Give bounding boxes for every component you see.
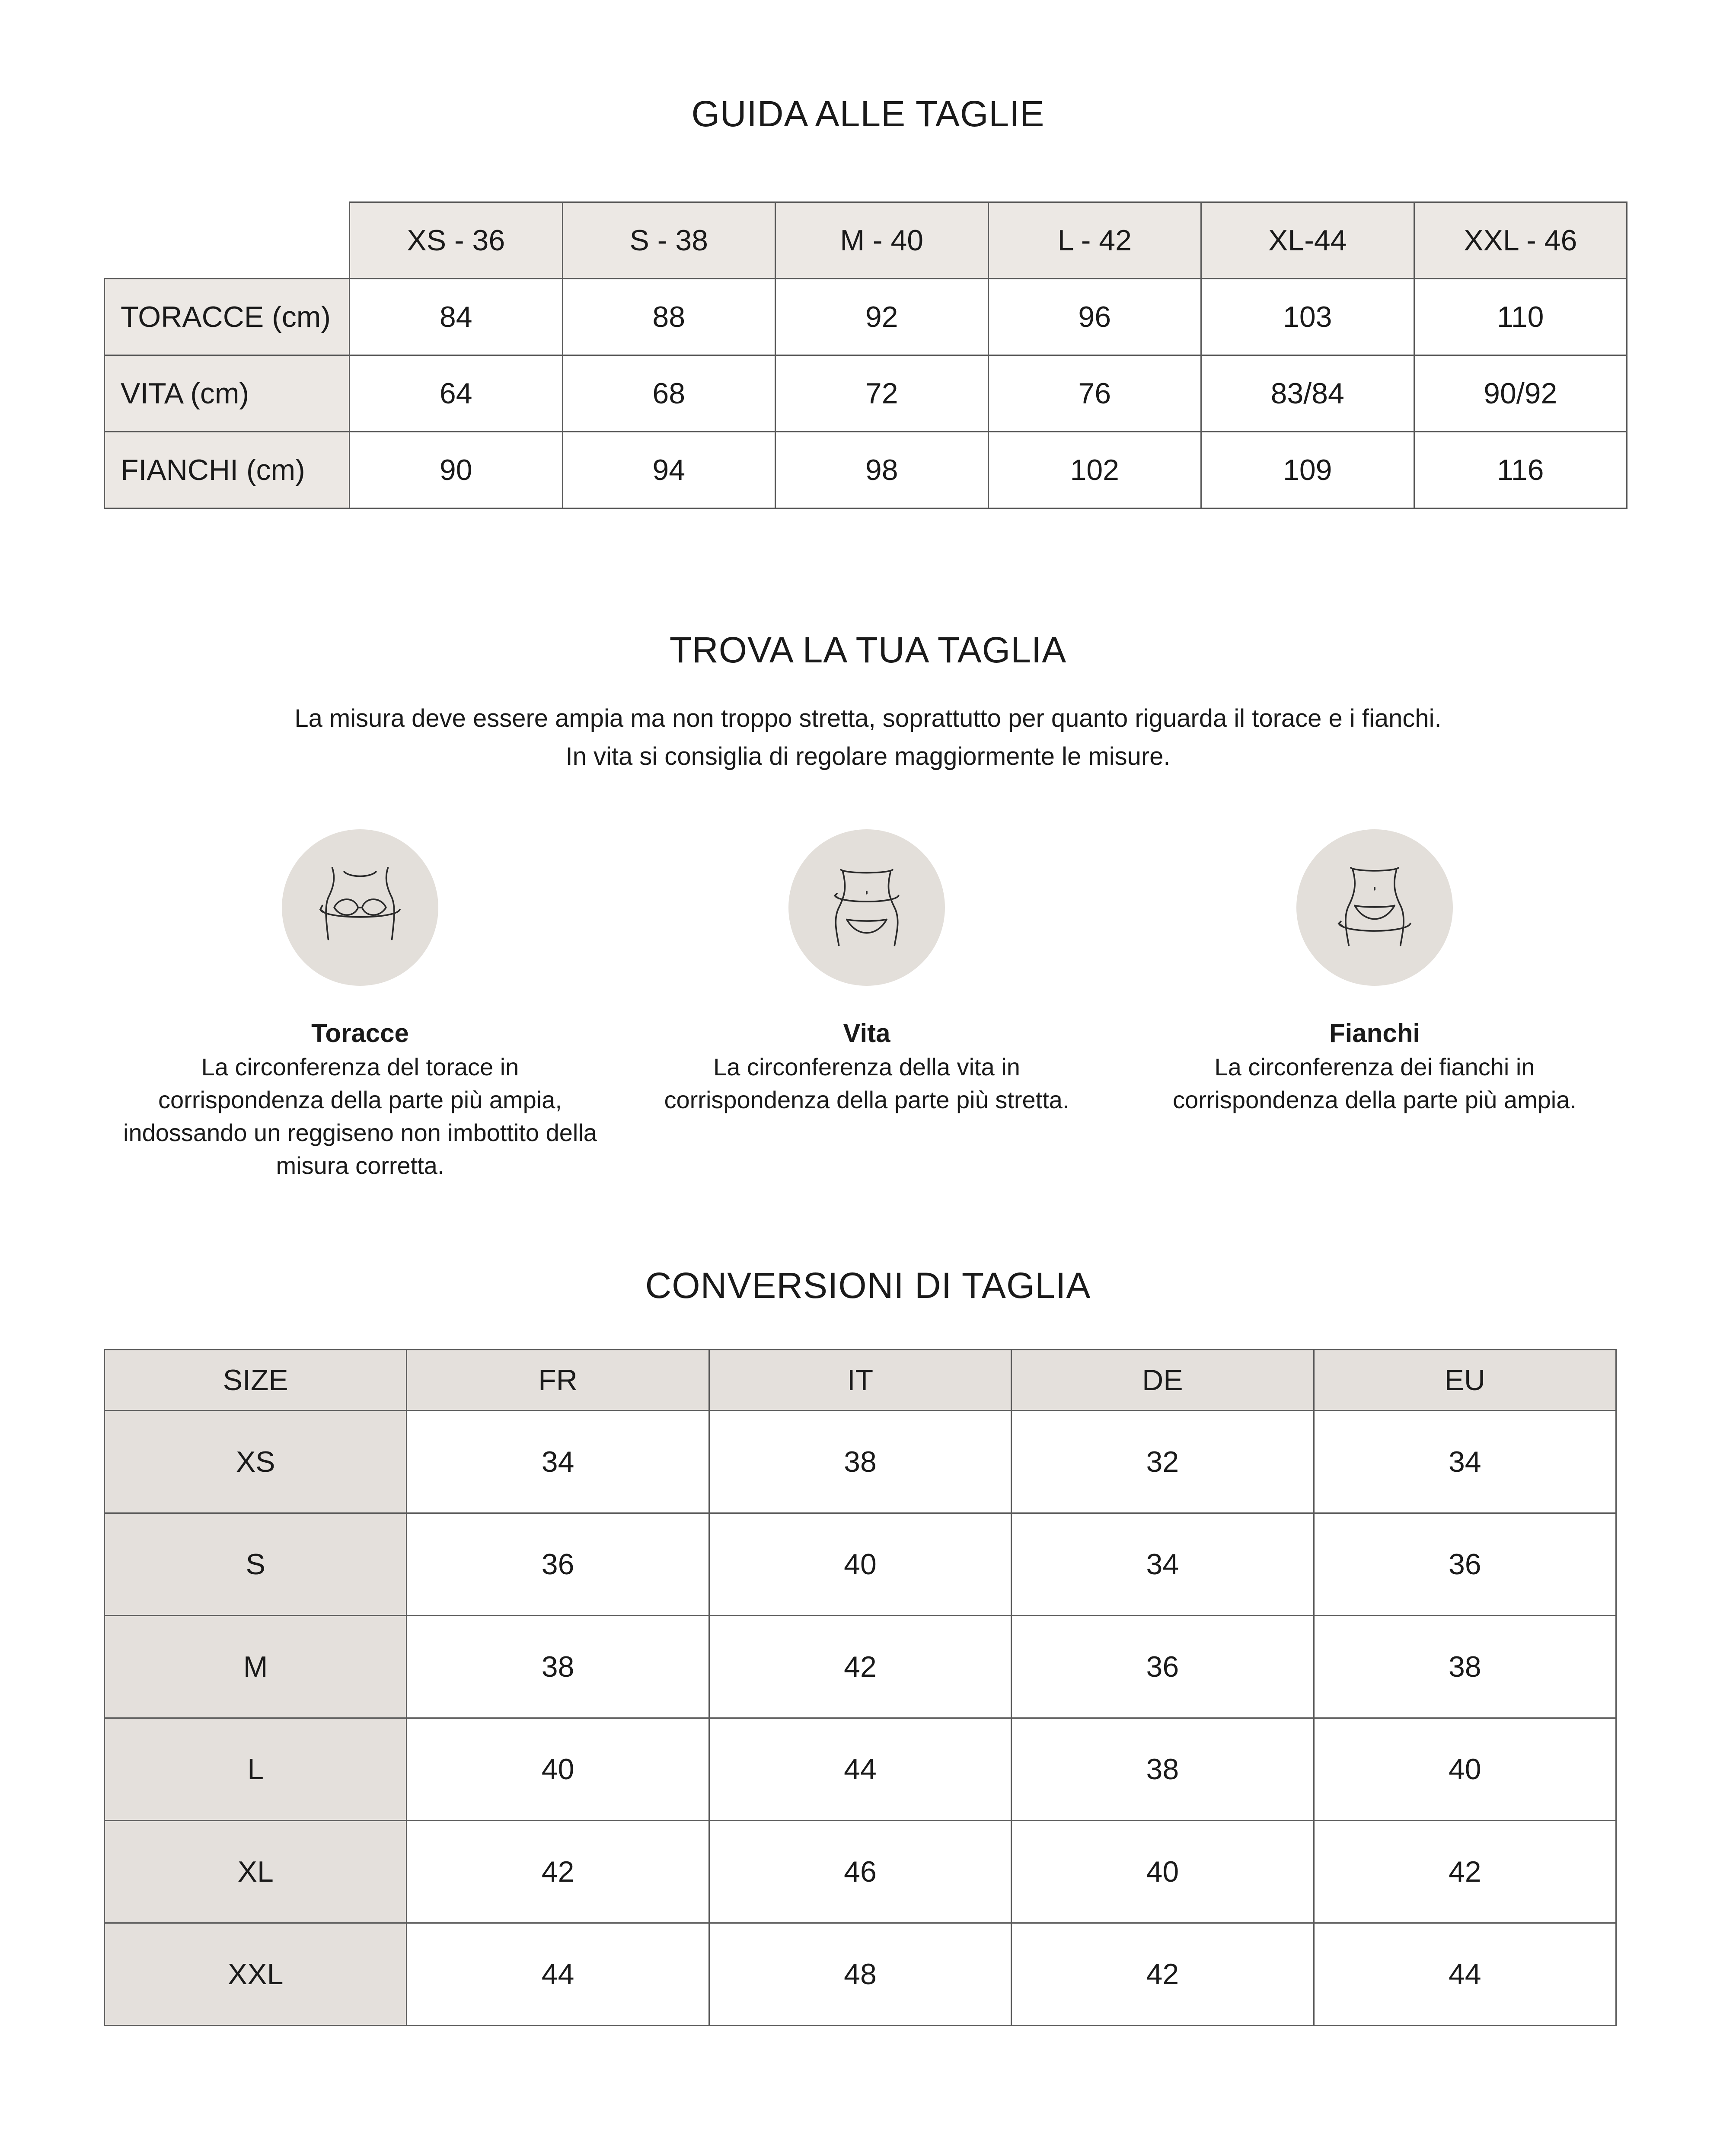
conversions-title: CONVERSIONI DI TAGLIA xyxy=(645,1265,1091,1306)
table-cell: 40 xyxy=(407,1718,709,1821)
guide-title-toracce: Toracce xyxy=(311,1019,409,1048)
guide-text-fianchi: La circonferenza dei fianchi in corrispondenza della parte più ampia. xyxy=(1173,1053,1576,1113)
table-cell: 38 xyxy=(1314,1616,1616,1718)
table-cell: 64 xyxy=(350,355,563,432)
size-label-m: M xyxy=(105,1616,407,1718)
table-cell: 116 xyxy=(1414,432,1627,508)
table-cell: 42 xyxy=(1012,1923,1314,2026)
guide-item-hips xyxy=(1137,829,1612,1116)
table-row xyxy=(105,1513,1616,1616)
size-header-l: L - 42 xyxy=(988,202,1201,279)
find-size-title: TROVA LA TUA TAGLIA xyxy=(669,630,1067,670)
size-header-row xyxy=(105,202,1627,279)
table-cell: 76 xyxy=(988,355,1201,432)
bust-measure-icon xyxy=(282,829,438,986)
row-label-fianchi: FIANCHI (cm) xyxy=(105,432,350,508)
table-row xyxy=(105,1616,1616,1718)
size-label-xxl: XXL xyxy=(105,1923,407,2026)
table-cell: 36 xyxy=(1012,1616,1314,1718)
table-cell: 40 xyxy=(1314,1718,1616,1821)
table-cell: 34 xyxy=(407,1411,709,1513)
size-label-xl: XL xyxy=(105,1821,407,1923)
table-cell: 44 xyxy=(709,1718,1011,1821)
guide-title-fianchi: Fianchi xyxy=(1329,1019,1420,1048)
size-guide-title: GUIDA ALLE TAGLIE xyxy=(691,93,1045,134)
size-guide-table xyxy=(104,201,1628,509)
row-label-vita: VITA (cm) xyxy=(105,355,350,432)
table-cell: 44 xyxy=(407,1923,709,2026)
table-cell: 44 xyxy=(1314,1923,1616,2026)
table-cell: 90/92 xyxy=(1414,355,1627,432)
table-cell: 36 xyxy=(407,1513,709,1616)
table-cell: 38 xyxy=(407,1616,709,1718)
table-cell: 109 xyxy=(1201,432,1414,508)
find-size-intro-line2: In vita si consiglia di regolare maggiormente le misure. xyxy=(565,742,1171,770)
size-header-s: S - 38 xyxy=(562,202,775,279)
table-row-toracce xyxy=(105,279,1627,355)
row-label-toracce: TORACCE (cm) xyxy=(105,279,350,355)
table-cell: 38 xyxy=(1012,1718,1314,1821)
table-cell: 42 xyxy=(407,1821,709,1923)
table-cell: 34 xyxy=(1314,1411,1616,1513)
table-cell: 32 xyxy=(1012,1411,1314,1513)
table-cell: 83/84 xyxy=(1201,355,1414,432)
find-size-intro-line1: La misura deve essere ampia ma non troppo stretta, soprattutto per quanto riguarda il torace e i fianchi. xyxy=(294,704,1442,732)
table-cell: 88 xyxy=(562,279,775,355)
col-header-eu: EU xyxy=(1314,1350,1616,1411)
conversions-table xyxy=(104,1349,1617,2026)
size-header-xs: XS - 36 xyxy=(350,202,563,279)
size-label-xs: XS xyxy=(105,1411,407,1513)
size-header-xxl: XXL - 46 xyxy=(1414,202,1627,279)
table-cell: 102 xyxy=(988,432,1201,508)
guide-text-vita: La circonferenza della vita in corrispondenza della parte più stretta. xyxy=(664,1053,1069,1113)
size-label-s: S xyxy=(105,1513,407,1616)
table-cell: 110 xyxy=(1414,279,1627,355)
table-cell: 96 xyxy=(988,279,1201,355)
size-header-m: M - 40 xyxy=(775,202,989,279)
col-header-fr: FR xyxy=(407,1350,709,1411)
guide-title-vita: Vita xyxy=(843,1019,890,1048)
table-cell: 103 xyxy=(1201,279,1414,355)
conversions-header-row xyxy=(105,1350,1616,1411)
table-row-vita xyxy=(105,355,1627,432)
col-header-de: DE xyxy=(1012,1350,1314,1411)
col-header-size: SIZE xyxy=(105,1350,407,1411)
table-cell: 48 xyxy=(709,1923,1011,2026)
table-cell: 38 xyxy=(709,1411,1011,1513)
table-cell: 84 xyxy=(350,279,563,355)
table-cell: 36 xyxy=(1314,1513,1616,1616)
hips-measure-icon xyxy=(1296,829,1453,986)
table-cell: 40 xyxy=(709,1513,1011,1616)
table-cell: 34 xyxy=(1012,1513,1314,1616)
empty-corner-cell xyxy=(105,202,350,279)
table-row-fianchi xyxy=(105,432,1627,508)
table-cell: 72 xyxy=(775,355,989,432)
col-header-it: IT xyxy=(709,1350,1011,1411)
table-cell: 68 xyxy=(562,355,775,432)
table-row xyxy=(105,1411,1616,1513)
size-header-xl: XL-44 xyxy=(1201,202,1414,279)
table-row xyxy=(105,1821,1616,1923)
table-cell: 40 xyxy=(1012,1821,1314,1923)
size-label-l: L xyxy=(105,1718,407,1821)
waist-measure-icon xyxy=(788,829,945,986)
table-cell: 42 xyxy=(1314,1821,1616,1923)
table-cell: 46 xyxy=(709,1821,1011,1923)
table-cell: 90 xyxy=(350,432,563,508)
guide-text-toracce: La circonferenza del torace in corrispondenza della parte più ampia, indossando un reggiseno non imbottito della misura corretta. xyxy=(123,1053,597,1179)
guide-item-bust xyxy=(122,829,598,1182)
guide-item-waist xyxy=(629,829,1104,1116)
table-row xyxy=(105,1923,1616,2026)
table-cell: 42 xyxy=(709,1616,1011,1718)
table-cell: 94 xyxy=(562,432,775,508)
table-cell: 92 xyxy=(775,279,989,355)
table-row xyxy=(105,1718,1616,1821)
table-cell: 98 xyxy=(775,432,989,508)
